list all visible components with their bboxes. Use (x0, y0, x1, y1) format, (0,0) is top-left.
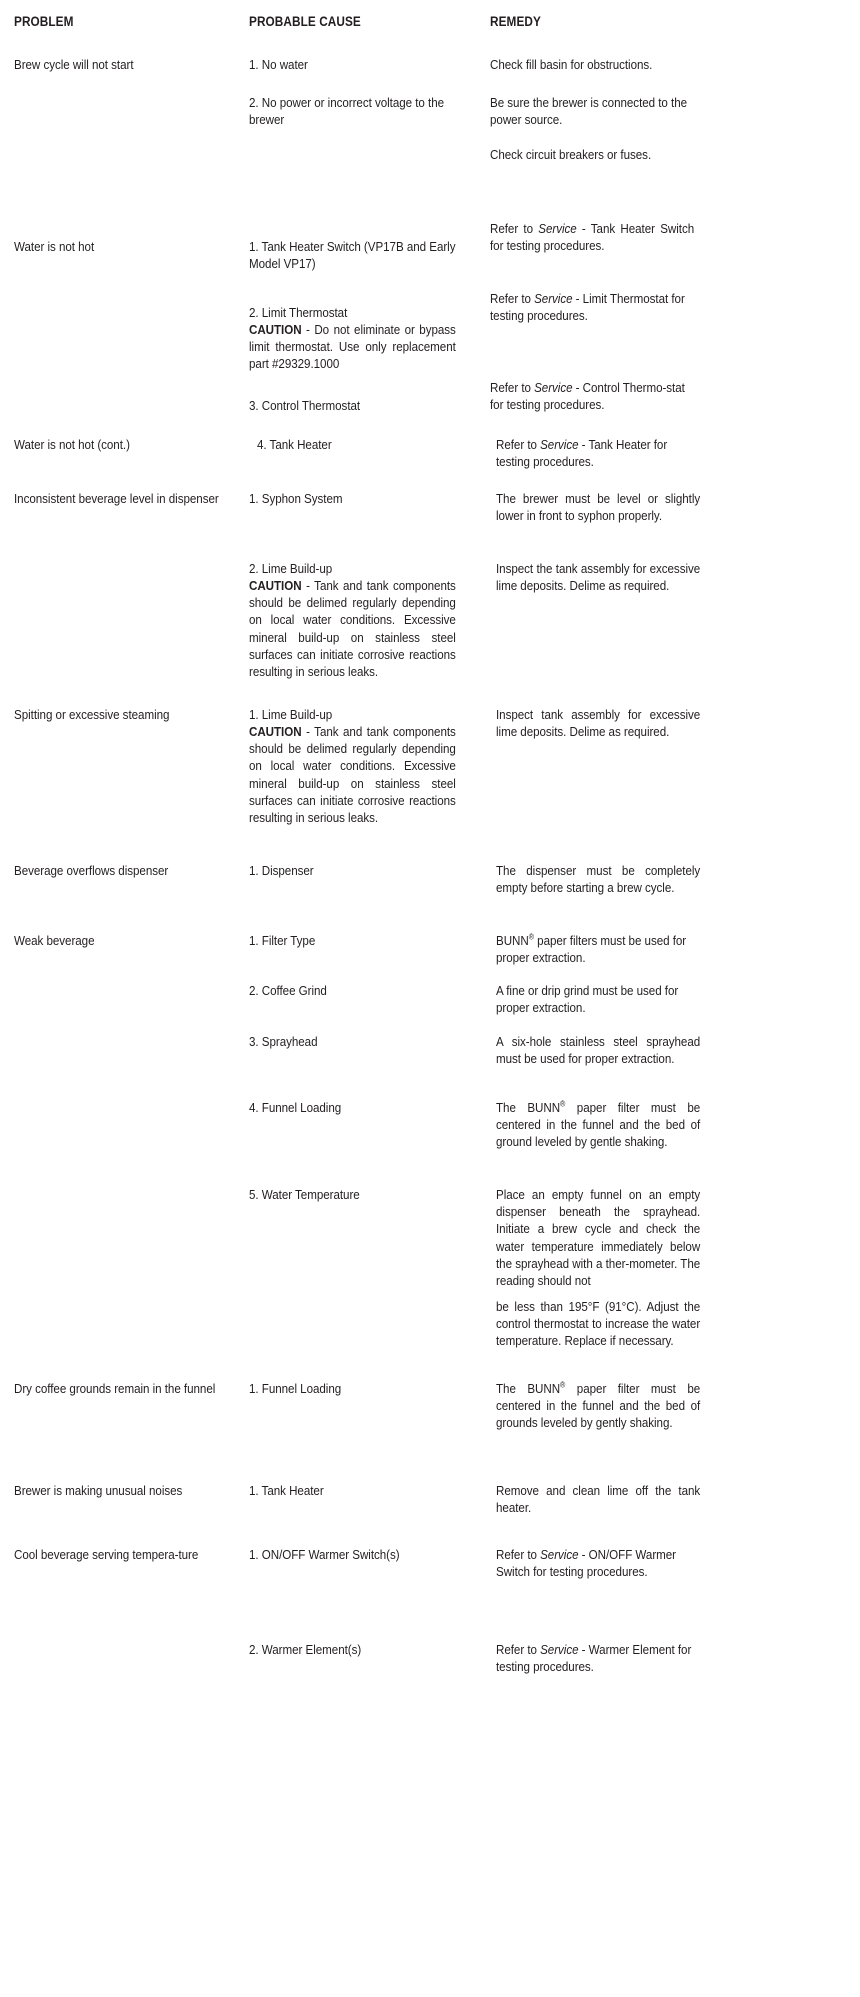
remedy-text (496, 1380, 700, 1432)
problem-text: Beverage overflows dispenser (14, 863, 169, 878)
column-header-problem: PROBLEM (14, 14, 74, 29)
cause-text: 1. Tank Heater (249, 1483, 324, 1498)
remedy-suffix: - Control Thermo-stat for testing procedures. (490, 380, 685, 413)
problem-text: Dry coffee grounds remain in the funnel (14, 1381, 216, 1396)
remedy-suffix: paper filter must be centered in the funnel and the bed of ground leveled by gentle shaking. (496, 1100, 701, 1150)
remedy-text (490, 220, 694, 254)
problem-text: Cool beverage serving tempera-ture (14, 1547, 199, 1562)
cause-text: 2. No power or incorrect voltage to the brewer (249, 95, 445, 128)
cause-caution-text (249, 321, 456, 373)
remedy-suffix: paper filter must be centered in the funnel and the bed of grounds leveled by gently shaking. (496, 1381, 701, 1431)
service-reference: Service (534, 291, 573, 306)
cause-text: 3. Sprayhead (249, 1034, 318, 1049)
remedy-text (496, 932, 700, 966)
remedy-suffix: - ON/OFF Warmer Switch for testing procedures. (496, 1547, 677, 1580)
service-reference: Service (538, 221, 577, 236)
cause-caution-text (249, 723, 456, 826)
cause-text: 1. Filter Type (249, 933, 316, 948)
remedy-text: A six-hole stainless steel sprayhead must be used for proper extraction. (496, 1034, 701, 1067)
remedy-text (496, 436, 700, 470)
remedy-prefix: Refer to (496, 1547, 541, 1562)
remedy-prefix: Refer to (496, 437, 541, 452)
remedy-text: Inspect the tank assembly for excessive lime deposits. Delime as required. (496, 561, 701, 594)
cause-text: 1. Dispenser (249, 863, 314, 878)
remedy-prefix: Refer to (490, 380, 535, 395)
cause-title: 1. Lime Build-up (249, 707, 333, 722)
remedy-text (496, 1099, 700, 1151)
remedy-prefix: The (496, 1100, 528, 1115)
cause-text: 1. Funnel Loading (249, 1381, 342, 1396)
remedy-text: Check circuit breakers or fuses. (490, 147, 652, 162)
remedy-text: Remove and clean lime off the tank heater. (496, 1483, 701, 1516)
cause-text: 2. Coffee Grind (249, 983, 327, 998)
problem-text: Inconsistent beverage level in dispenser (14, 491, 219, 506)
caution-label: CAUTION (249, 578, 302, 593)
problem-text: Spitting or excessive steaming (14, 707, 170, 722)
remedy-text: The brewer must be level or slightly lower in front to syphon properly. (496, 491, 701, 524)
registered-trademark-icon: ® (560, 1099, 566, 1109)
remedy-text: Check fill basin for obstructions. (490, 57, 653, 72)
remedy-text: Be sure the brewer is connected to the power source. (490, 95, 688, 128)
cause-caution-text (249, 577, 456, 680)
service-reference: Service (540, 1642, 579, 1657)
brand-name: BUNN (496, 933, 529, 948)
cause-text: 1. Tank Heater Switch (VP17B and Early Model VP17) (249, 239, 456, 272)
remedy-text: A fine or drip grind must be used for proper extraction. (496, 983, 679, 1016)
column-header-remedy: REMEDY (490, 14, 541, 29)
remedy-prefix: Refer to (496, 1642, 541, 1657)
registered-trademark-icon: ® (560, 1380, 566, 1390)
remedy-suffix: - Tank Heater for testing procedures. (496, 437, 668, 470)
brand-name: BUNN (527, 1100, 561, 1115)
remedy-text: be less than 195°F (91°C). Adjust the control thermostat to increase the water temperature. Replace if necessary. (496, 1299, 701, 1349)
cause-text: 1. No water (249, 57, 308, 72)
remedy-text (490, 290, 694, 324)
problem-text: Weak beverage (14, 933, 95, 948)
problem-text: Water is not hot (14, 239, 95, 254)
cause-text (249, 560, 456, 577)
caution-label: CAUTION (249, 322, 302, 337)
service-reference: Service (540, 437, 579, 452)
problem-text: Water is not hot (cont.) (14, 437, 130, 452)
problem-text: Brew cycle will not start (14, 57, 134, 72)
cause-text: 2. Warmer Element(s) (249, 1642, 362, 1657)
cause-text: 4. Tank Heater (257, 437, 332, 452)
remedy-prefix: The (496, 1381, 528, 1396)
cause-text (249, 706, 456, 723)
caution-label: CAUTION (249, 724, 302, 739)
cause-title: 2. Limit Thermostat (249, 305, 348, 320)
brand-name: BUNN (527, 1381, 561, 1396)
remedy-text (496, 1546, 700, 1580)
caution-body: - Tank and tank components should be delimed regularly depending on local water conditions. Excessive mineral build-up on stainless steel surfaces can initiate corrosive reactions resulting in serious leaks. (249, 578, 456, 680)
remedy-text: Inspect tank assembly for excessive lime deposits. Delime as required. (496, 707, 701, 740)
column-header-probable-cause: PROBABLE CAUSE (249, 14, 361, 29)
remedy-suffix: - Warmer Element for testing procedures. (496, 1642, 692, 1675)
remedy-prefix: Refer to (490, 291, 535, 306)
service-reference: Service (540, 1547, 579, 1562)
cause-text: 4. Funnel Loading (249, 1100, 342, 1115)
caution-body: - Tank and tank components should be delimed regularly depending on local water conditions. Excessive mineral build-up on stainless steel surfaces can initiate corrosive reactions resulting in serious leaks. (249, 724, 456, 826)
cause-text: 1. ON/OFF Warmer Switch(s) (249, 1547, 400, 1562)
service-reference: Service (534, 380, 573, 395)
remedy-suffix: - Tank Heater Switch for testing procedures. (490, 221, 695, 254)
cause-title: 2. Lime Build-up (249, 561, 333, 576)
remedy-text (490, 379, 694, 413)
remedy-prefix: Refer to (490, 221, 539, 236)
remedy-suffix: - Limit Thermostat for testing procedures. (490, 291, 685, 324)
cause-text (249, 304, 456, 321)
remedy-text (496, 1641, 700, 1675)
cause-text: 3. Control Thermostat (249, 398, 361, 413)
caution-body: - Do not eliminate or bypass limit thermostat. Use only replacement part #29329.1000 (249, 322, 456, 372)
registered-trademark-icon: ® (528, 932, 534, 942)
cause-text: 1. Syphon System (249, 491, 343, 506)
cause-text: 5. Water Temperature (249, 1187, 360, 1202)
remedy-text: Place an empty funnel on an empty dispenser beneath the sprayhead. Initiate a brew cycle and check the water temperature immediately below the sprayhead with a ther-mometer. The reading should not (496, 1187, 701, 1289)
remedy-text: The dispenser must be completely empty before starting a brew cycle. (496, 863, 701, 896)
remedy-suffix: paper filters must be used for proper extraction. (496, 933, 687, 966)
problem-text: Brewer is making unusual noises (14, 1483, 183, 1498)
